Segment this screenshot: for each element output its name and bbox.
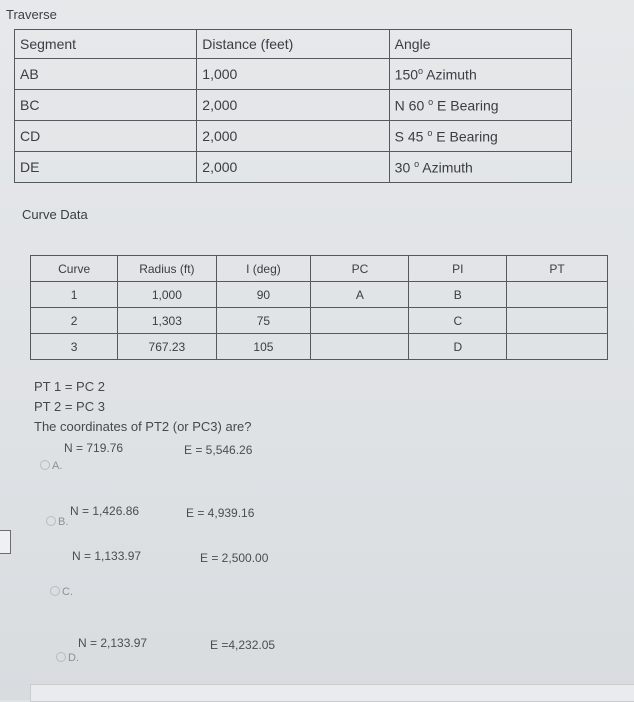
radius-cell: 1,303 [118,308,216,334]
header-angle: Angle [389,30,571,59]
table-row [31,282,608,308]
segment-cell: DE [15,152,197,183]
segment-cell: BC [15,90,197,121]
table-row [31,308,608,334]
distance-cell: 2,000 [197,121,389,152]
table-row [15,121,572,152]
pi-cell: C [409,308,507,334]
option-d-label[interactable]: D. [56,652,79,664]
segment-cell: CD [15,121,197,152]
header-radius: Radius (ft) [118,256,216,282]
option-a-label[interactable]: A. [40,460,62,472]
option-b-northing: N = 1,426.86 [70,504,140,518]
header-pt: PT [507,256,608,282]
curve-cell: 1 [31,282,118,308]
pi-cell: B [409,282,507,308]
distance-cell: 2,000 [197,152,389,183]
angle-cell: N 60 $^o$ E Bearing [389,90,571,121]
curve-header-row [31,256,608,282]
angle-cell: 150$^o$ Azimuth [389,59,571,90]
pc-cell: A [311,282,409,308]
traverse-table [14,29,572,183]
option-c-easting: E = 2,500.00 [200,551,269,565]
header-segment: Segment [15,30,197,59]
angle-cell: S 45 $^o$ E Bearing [389,121,571,152]
question-prompt: The coordinates of PT2 (or PC3) are? [34,419,252,434]
pt-cell [507,308,608,334]
radio-icon[interactable] [46,516,56,526]
radio-icon[interactable] [50,586,60,596]
segment-cell: AB [15,59,197,90]
header-distance: Distance (feet) [197,30,389,59]
deg-cell: 105 [216,334,311,360]
header-curve: Curve [31,256,118,282]
header-pi: PI [409,256,507,282]
option-d-easting: E =4,232.05 [210,638,276,652]
angle-cell: 30 $^o$ Azimuth [389,152,571,183]
table-row [31,334,608,360]
distance-cell: 2,000 [197,90,389,121]
option-c-label[interactable]: C. [50,586,73,598]
curve-cell: 2 [31,308,118,334]
traverse-header-row [15,30,572,59]
table-row [15,59,572,90]
question-line-2: PT 2 = PC 3 [34,399,105,414]
curve-table [30,255,608,360]
option-d-northing: N = 2,133.97 [78,636,148,650]
option-a-easting: E = 5,546.26 [184,443,253,457]
option-b-easting: E = 4,939.16 [186,506,255,520]
question-line-1: PT 1 = PC 2 [34,379,105,394]
traverse-title: Traverse [6,7,57,22]
pt-cell [507,334,608,360]
table-row [15,90,572,121]
option-a-northing: N = 719.76 [64,441,124,455]
option-c-northing: N = 1,133.97 [72,549,142,563]
bottom-input-strip[interactable] [30,684,634,702]
header-deg: I (deg) [216,256,311,282]
radius-cell: 1,000 [118,282,216,308]
pi-cell: D [409,334,507,360]
pc-cell [311,308,409,334]
header-pc: PC [311,256,409,282]
radius-cell: 767.23 [118,334,216,360]
deg-cell: 75 [216,308,311,334]
pt-cell [507,282,608,308]
curve-cell: 3 [31,334,118,360]
radio-icon[interactable] [56,652,66,662]
curve-data-title: Curve Data [22,207,88,222]
table-row [15,152,572,183]
option-b-label[interactable]: B. [46,516,68,528]
deg-cell: 90 [216,282,311,308]
distance-cell: 1,000 [197,59,389,90]
pc-cell [311,334,409,360]
radio-icon[interactable] [40,460,50,470]
side-panel-tab[interactable] [0,530,11,554]
